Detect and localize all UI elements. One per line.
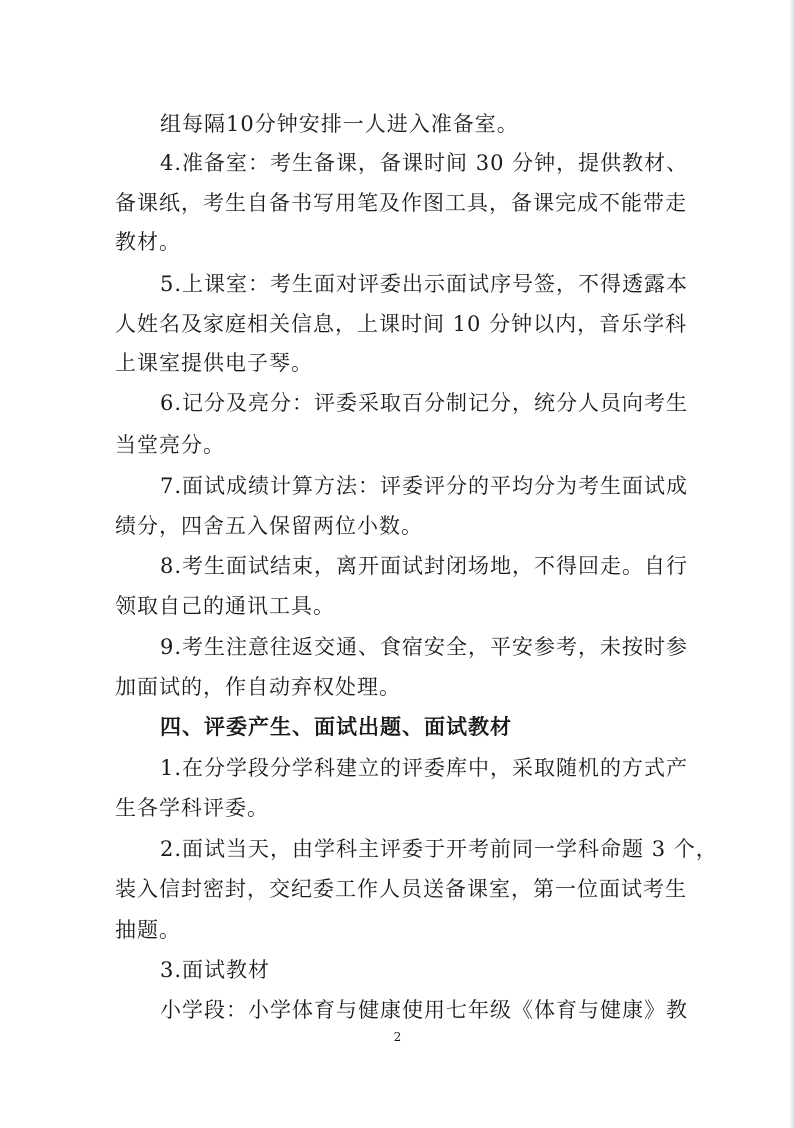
text-line: 抽题。	[115, 918, 181, 942]
text-line: 9.考生注意往返交通、食宿安全，平安参考，未按时参	[160, 635, 689, 659]
text-line: 当堂亮分。	[115, 433, 225, 457]
text-line: 7.面试成绩计算方法：评委评分的平均分为考生面试成	[160, 474, 689, 498]
text-line: 上课室提供电子琴。	[115, 351, 313, 375]
text-line: 小学段：小学体育与健康使用七年级《体育与健康》教	[160, 998, 688, 1022]
text-line: 绩分，四舍五入保留两位小数。	[115, 514, 423, 538]
section-heading: 四、评委产生、面试出题、面试教材	[160, 715, 512, 739]
text-line: 加面试的，作自动弃权处理。	[115, 675, 401, 699]
scan-edge-shadow	[789, 0, 795, 1128]
text-line: 领取自己的通讯工具。	[115, 594, 335, 618]
text-line: 6.记分及亮分：评委采取百分制记分，统分人员向考生	[160, 391, 689, 415]
text-line: 装入信封密封，交纪委工作人员送备课室，第一位面试考生	[115, 877, 687, 901]
text-line: 备课纸，考生自备书写用笔及作图工具，备课完成不能带走	[115, 191, 687, 215]
text-line: 组每隔10分钟安排一人进入准备室。	[160, 112, 519, 136]
text-line: 4.准备室：考生备课，备课时间 30 分钟，提供教材、	[160, 151, 689, 175]
text-line: 2.面试当天，由学科主评委于开考前同一学科命题 3 个，	[160, 837, 718, 861]
text-line: 1.在分学段分学科建立的评委库中，采取随机的方式产	[160, 756, 689, 780]
page-number: 2	[393, 1030, 402, 1044]
text-line: 5.上课室：考生面对评委出示面试序号签，不得透露本	[160, 272, 689, 296]
text-line: 8.考生面试结束，离开面试封闭场地，不得回走。自行	[160, 554, 689, 578]
text-line: 3.面试教材	[160, 958, 271, 982]
text-line: 生各学科评委。	[115, 796, 269, 820]
text-line: 教材。	[115, 230, 181, 254]
text-line: 人姓名及家庭相关信息，上课时间 10 分钟以内，音乐学科	[115, 312, 688, 336]
